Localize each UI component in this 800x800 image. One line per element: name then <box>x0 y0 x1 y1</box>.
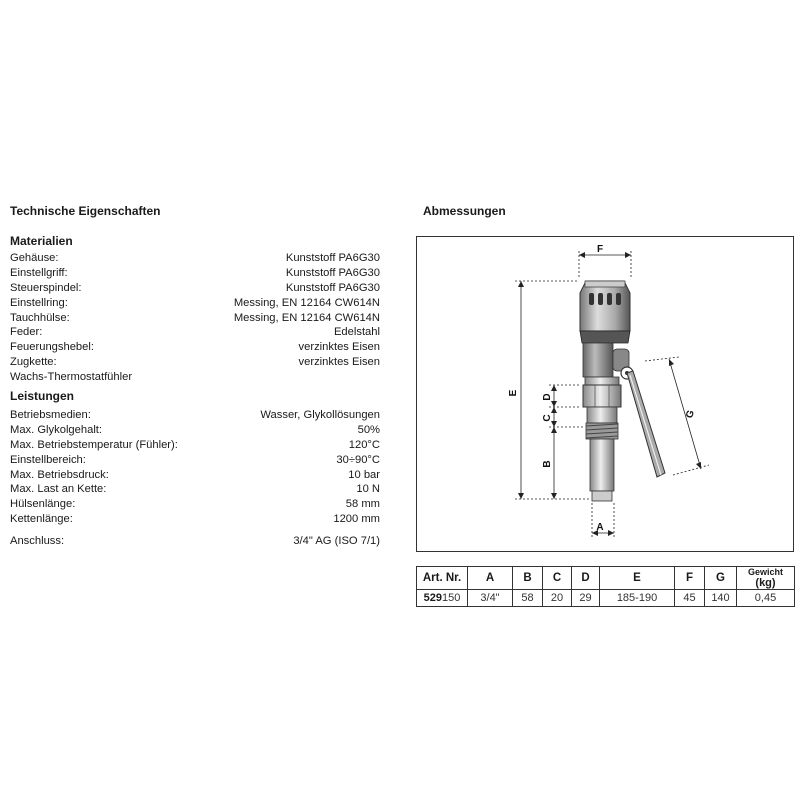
dim-label-g: G <box>684 408 698 420</box>
property-row <box>10 266 380 281</box>
dimension-drawing-frame <box>416 236 794 552</box>
property-row <box>10 408 380 423</box>
property-label: Max. Glykolgehalt: <box>10 423 103 436</box>
property-row <box>10 438 380 453</box>
property-value: 3/4" AG (ISO 7/1) <box>293 535 380 547</box>
section-heading-dimensions: Abmessungen <box>423 204 506 218</box>
property-label: Max. Last an Kette: <box>10 483 107 496</box>
cell-b: 58 <box>513 590 543 607</box>
header-weight-label: Gewicht <box>747 567 783 577</box>
property-label: Max. Betriebsdruck: <box>10 468 109 481</box>
property-value: 10 bar <box>348 468 380 481</box>
lever-arm <box>627 371 665 477</box>
subheading-performance: Leistungen <box>10 389 75 403</box>
property-row <box>10 281 380 296</box>
materials-list <box>10 251 380 385</box>
header-art-nr: Art. Nr. <box>417 567 468 590</box>
property-row <box>10 325 380 340</box>
property-label: Gehäuse: <box>10 252 59 264</box>
header-f: F <box>675 567 705 590</box>
property-label: Einstellgriff: <box>10 266 68 279</box>
art-nr-main: 529 <box>423 592 442 604</box>
property-value: Messing, EN 12164 CW614N <box>233 296 380 309</box>
dimensions-table <box>416 566 795 607</box>
dim-label-a: A <box>596 522 604 533</box>
property-value: 10 N <box>356 483 380 496</box>
dim-label-f: F <box>596 244 604 255</box>
connection-row <box>10 534 380 549</box>
cell-d: 29 <box>572 590 600 607</box>
thermostat-dimension-drawing <box>417 237 793 551</box>
header-b: B <box>513 567 543 590</box>
property-value: verzinktes Eisen <box>298 356 380 369</box>
property-value: 50% <box>357 423 380 436</box>
property-value: Kunststoff PA6G30 <box>285 252 380 264</box>
property-row <box>10 468 380 483</box>
property-value: Edelstahl <box>333 326 380 339</box>
header-g: G <box>705 567 737 590</box>
dim-label-e: E <box>508 389 519 397</box>
property-label: Feder: <box>10 326 43 339</box>
property-label: Zugkette: <box>10 356 57 369</box>
property-value: Wasser, Glykollösungen <box>260 409 380 421</box>
property-label: Feuerungshebel: <box>10 341 94 354</box>
cell-a: 3/4" <box>468 590 513 607</box>
cell-f: 45 <box>675 590 705 607</box>
property-value: 58 mm <box>345 498 380 511</box>
cell-weight: 0,45 <box>737 590 795 607</box>
property-label: Betriebsmedien: <box>10 409 91 421</box>
property-label: Einstellbereich: <box>10 453 86 466</box>
property-label: Hülsenlänge: <box>10 498 76 511</box>
property-value: 120°C <box>348 438 380 451</box>
cell-art-nr <box>417 590 468 607</box>
art-nr-suffix: 150 <box>442 592 461 604</box>
cell-g: 140 <box>705 590 737 607</box>
property-label: Anschluss: <box>10 535 65 547</box>
property-row <box>10 497 380 512</box>
property-row <box>10 340 380 355</box>
property-row <box>10 370 380 385</box>
property-label: Steuerspindel: <box>10 281 82 294</box>
dim-label-c: C <box>542 414 553 422</box>
property-row <box>10 482 380 497</box>
sleeve <box>583 377 621 501</box>
table-row <box>417 590 795 607</box>
property-value: Messing, EN 12164 CW614N <box>233 311 380 324</box>
property-row <box>10 311 380 326</box>
knob <box>580 281 630 331</box>
cell-c: 20 <box>543 590 572 607</box>
property-label: Tauchhülse: <box>10 311 70 324</box>
cell-e: 185-190 <box>600 590 675 607</box>
section-heading-technical: Technische Eigenschaften <box>10 204 161 218</box>
dim-label-b: B <box>542 460 553 468</box>
header-e: E <box>600 567 675 590</box>
property-value: 1200 mm <box>333 513 380 526</box>
property-row <box>10 355 380 370</box>
property-label: Kettenlänge: <box>10 513 73 526</box>
header-weight-unit: (kg) <box>755 577 776 589</box>
property-value: 30÷90°C <box>336 453 380 466</box>
performance-list <box>10 408 380 527</box>
header-c: C <box>543 567 572 590</box>
property-label: Einstellring: <box>10 296 68 309</box>
property-label: Wachs-Thermostatfühler <box>10 371 133 384</box>
property-row <box>10 423 380 438</box>
property-value: verzinktes Eisen <box>298 341 380 354</box>
header-weight <box>737 567 795 590</box>
property-value: Kunststoff PA6G30 <box>285 266 380 279</box>
table-header-row <box>417 567 795 590</box>
header-a: A <box>468 567 513 590</box>
subheading-materials: Materialien <box>10 234 73 248</box>
property-value: Kunststoff PA6G30 <box>285 281 380 294</box>
housing <box>580 331 633 379</box>
property-row <box>10 251 380 266</box>
property-label: Max. Betriebstemperatur (Fühler): <box>10 438 178 451</box>
property-row <box>10 453 380 468</box>
dim-label-d: D <box>542 393 553 401</box>
header-d: D <box>572 567 600 590</box>
property-row <box>10 512 380 527</box>
property-row <box>10 296 380 311</box>
